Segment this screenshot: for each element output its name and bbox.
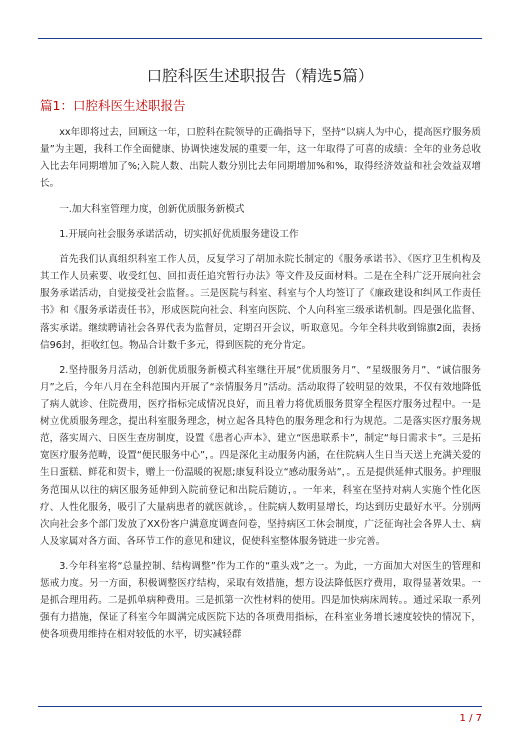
intro-paragraph: xx年即将过去，回顾这一年，口腔科在院领导的正确指导下，坚持“以病人为中心，提高医疗服务质量”为主题，我科工作全面健康、协调快速发展的重要一年，这一年取得了可喜的成绩：全年的业务总收入比去年同期增加了%;入院人数、出院人数分别比去年同期增加%和%，取得经济效益和社会效益双增长。 <box>40 127 481 190</box>
document-body <box>40 124 481 652</box>
header-rule <box>38 38 482 39</box>
subheading-service-commitment: 1.开展向社会服务承诺活动，切实抓好优质服务建设工作 <box>59 228 299 240</box>
paragraph-cost-control: 3.今年科室将“总量控制、结构调整”作为工作的“重头戏”之一。为此，一方面加大对医生的管理和惩戒力度。另一方面，积极调整医疗结构，采取有效措施，想方设法降低医疗费用，取得显著效果。一是抓合理用药。二是抓单病种费用。三是抓第一次性材料的使用。四是加快病床周转。。通过采取一系列强有力措施，保证了科室今年圆满完成医院下达的各项费用指标，在科室业务增长速度较快的情况下，使各项费用维持在相对较低的水平，切实减轻群 <box>40 561 481 641</box>
page-number: 1 / 7 <box>459 713 482 724</box>
footer-rule <box>38 706 482 707</box>
section-title: 篇1：口腔科医生述职报告 <box>40 98 186 113</box>
paragraph-service-month: 2.坚持服务月活动，创新优质服务新模式科室继往开展“优质服务月”、“星级服务月”、“诚信服务月”之后，今年八月在全科范围内开展了“亲情服务月”活动。活动取得了较明显的效果，不仅有效地降低了病人就诊、住院费用，医疗指标完成情况良好，而且着力将优质服务贯穿全程医疗服务过程中。一是树立优质服务理念，提出科室服务理念，树立起各具特色的服务理念和行为规范。二是落实医疗服务规范，落实周六、日医生查房制度，设置《患者心声本》、建立“医患联系卡”，制定“每日需求卡”。三是拓宽医疗服务范畴，设置“便民服务中心”，。四是深化主动服务内涵，在住院病人生日当天送上充满关爱的生日蛋糕、鲜花和贺卡，赠上一份温暖的祝愿;康复科设立“感动服务站”，。五是提供延伸式服务。护理服务范围从以往的病区服务延伸到入院前登记和出院后随访，。一年来，科室在坚持对病人实施个性化医疗、人性化服务，吸引了大量病患者的就医就诊，。住院病人数明显增长，均达到历史最好水平。分别两次向社会多个部门发放了XX份客户满意度调查问卷，坚持病区工休会制度，广泛征询社会各界人士、病人及家属对各方面、各环节工作的意见和建议，促使科室整体服务链进一步完善。 <box>40 364 481 547</box>
heading-management: 一.加大科室管理力度，创新优质服务新模式 <box>59 203 245 215</box>
paragraph-commitment-details: 首先我们认真组织科室工作人员，反复学习了胡加永院长制定的《服务承诺书》、《医疗卫生机构及其工作人员索要、收受红包、回扣责任追究暂行办法》等文件及反面材料。二是在全科广泛开展向社会服务承诺活动，自觉接受社会监督。。三是医院与科室、科室与个人均签订了《廉政建设和纠风工作责任书》和《服务承诺责任书》，形成医院向社会、科室向医院、个人向科室三级承诺机制。四是强化监督、落实承诺。继续聘请社会各界代表为监督员，定期召开会议，听取意见。今年全科共收到锦旗2面，表扬信96封，拒收红包。物品合计数千多元，得到医院的充分肯定。 <box>40 254 481 351</box>
page-title: 口腔科医生述职报告（精选5篇） <box>146 67 374 85</box>
